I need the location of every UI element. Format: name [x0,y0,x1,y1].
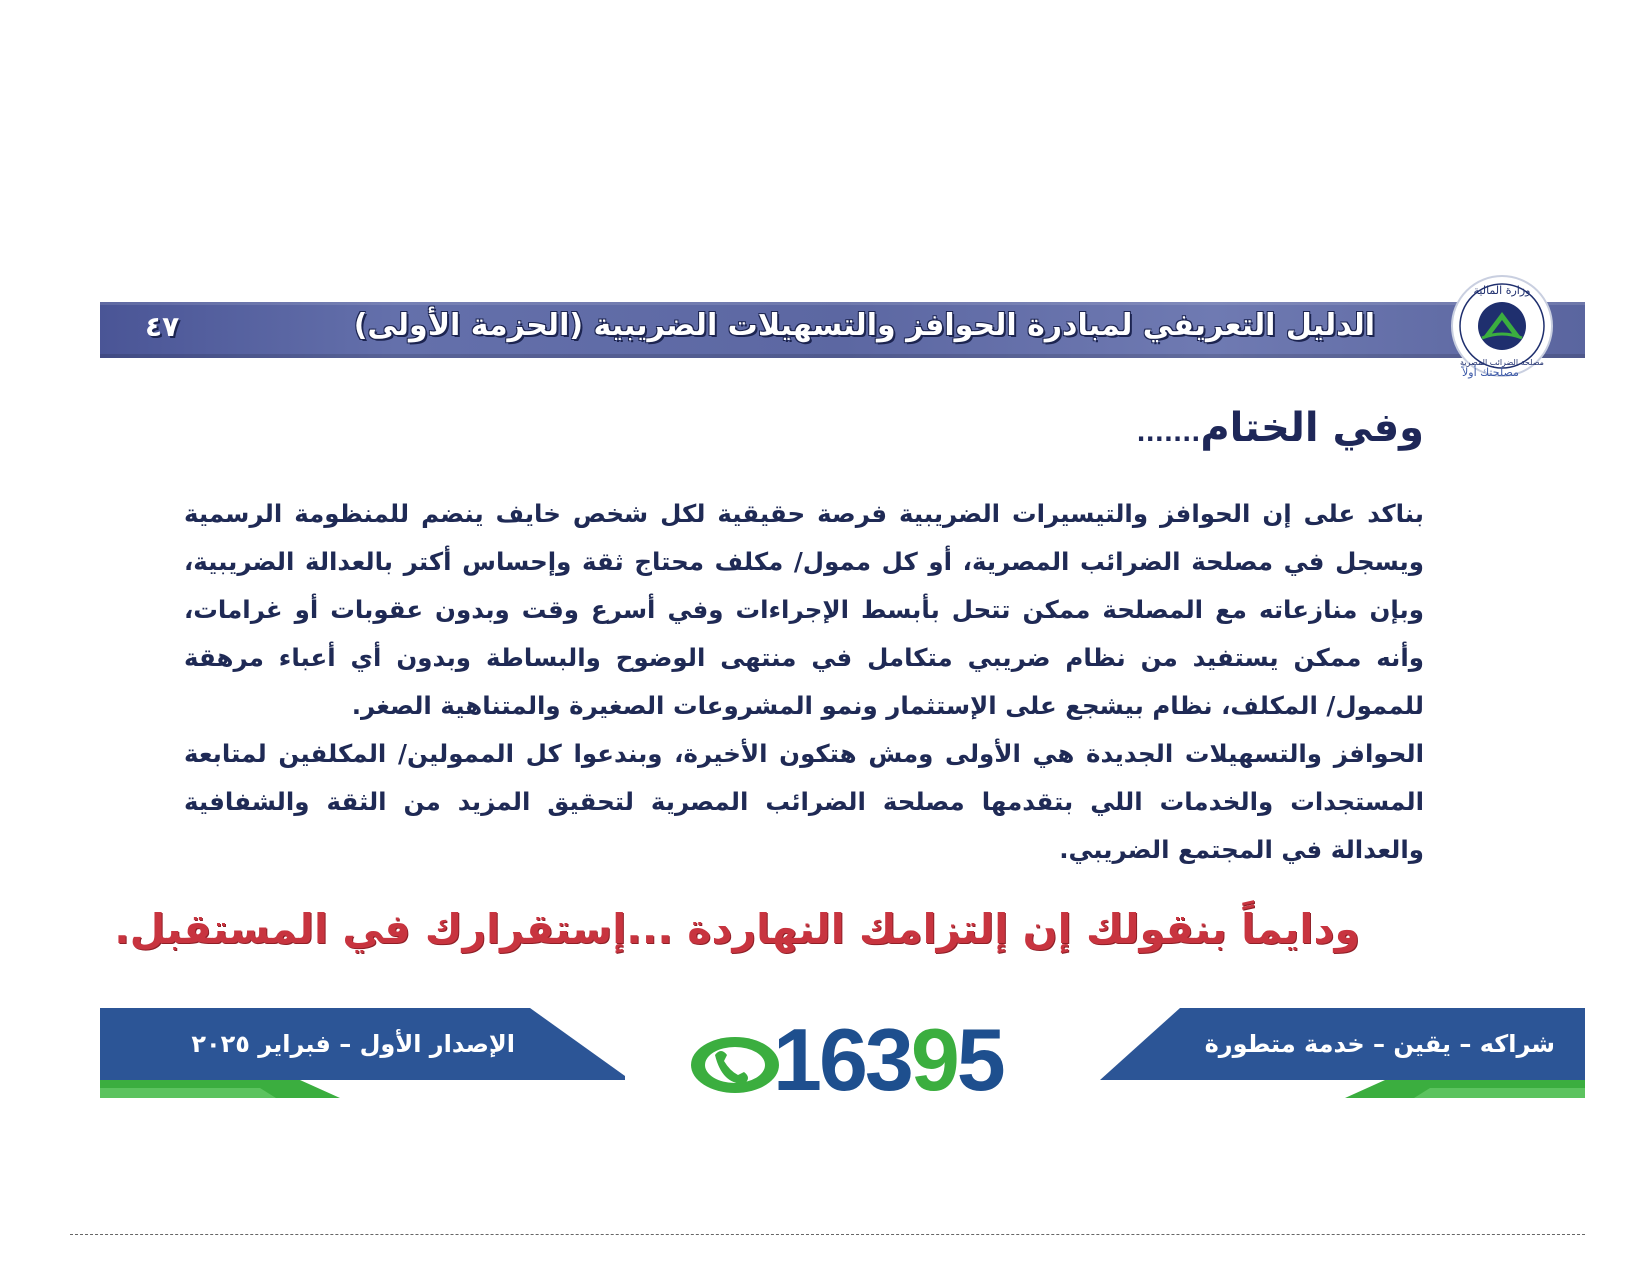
tax-authority-logo [1448,272,1556,380]
logo-authority-text: مصلحة الضرائب المصرية [1460,358,1544,367]
page-number: ٤٧ [145,310,180,343]
closing-slogan: ودايماً بنقولك إن إلتزامك النهاردة ...إستقرارك في المستقبل. [114,905,1360,953]
section-heading-text: وفي الختام [1200,405,1424,451]
paragraph: بناكد على إن الحوافز والتيسيرات الضريبية فرصة حقيقية لكل شخص خايف ينضم للمنظومة الرسمية ويسجل في مصلحة الضرائب المصرية، أو كل ممول/ مكلف محتاج ثقة وإحساس أكتر بالعدالة الضريبية، وبإن منازعاته مع المصلحة ممكن تتحل بأبسط الإجراءات وفي أسرع وقت وبدون عقوبات أو غرامات، وأنه ممكن يستفيد من نظام ضريبي متكامل في منتهى الوضوح والبساطة وبدون أي أعباء مرهقة للممول/ المكلف، نظام بيشجع على الإستثمار ونمو المشروعات الصغيرة والمتناهية الصغر. [184,499,1424,720]
logo-tagline: مصلحتك أولاً [1462,366,1519,379]
footer-values-bar [1100,1008,1585,1098]
body-text [184,490,1424,874]
hotline-prefix: 163 [773,1010,911,1109]
header-band [100,302,1585,358]
edition-text: الإصدار الأول – فبراير ٢٠٢٥ [191,1030,515,1058]
values-text: شراكه – يقين – خدمة متطورة [1204,1030,1555,1058]
footer-edition-bar [100,1008,625,1098]
hotline-green-digit: 9 [910,1010,957,1109]
logo-ministry-text: وزارة المالية [1473,284,1531,297]
logo-emblem-icon [1448,272,1556,380]
hotline [685,1010,1045,1109]
bottom-divider [70,1234,1585,1235]
hotline-suffix: 5 [956,1010,1003,1109]
phone-icon [685,1033,781,1097]
paragraph: الحوافز والتسهيلات الجديدة هي الأولى ومش هتكون الأخيرة، وبندعوا كل الممولين/ المكلفين لمتابعة المستجدات والخدمات اللي بتقدمها مصلحة الضرائب المصرية لتحقيق المزيد من الثقة والشفافية والعدالة في المجتمع الضريبي. [184,739,1424,864]
page-header-title: الدليل التعريفي لمبادرة الحوافز والتسهيلات الضريبية (الحزمة الأولى) [353,308,1375,343]
section-heading-dots: ....... [1136,419,1201,447]
hotline-number [773,1009,1003,1111]
section-heading [1137,405,1425,451]
